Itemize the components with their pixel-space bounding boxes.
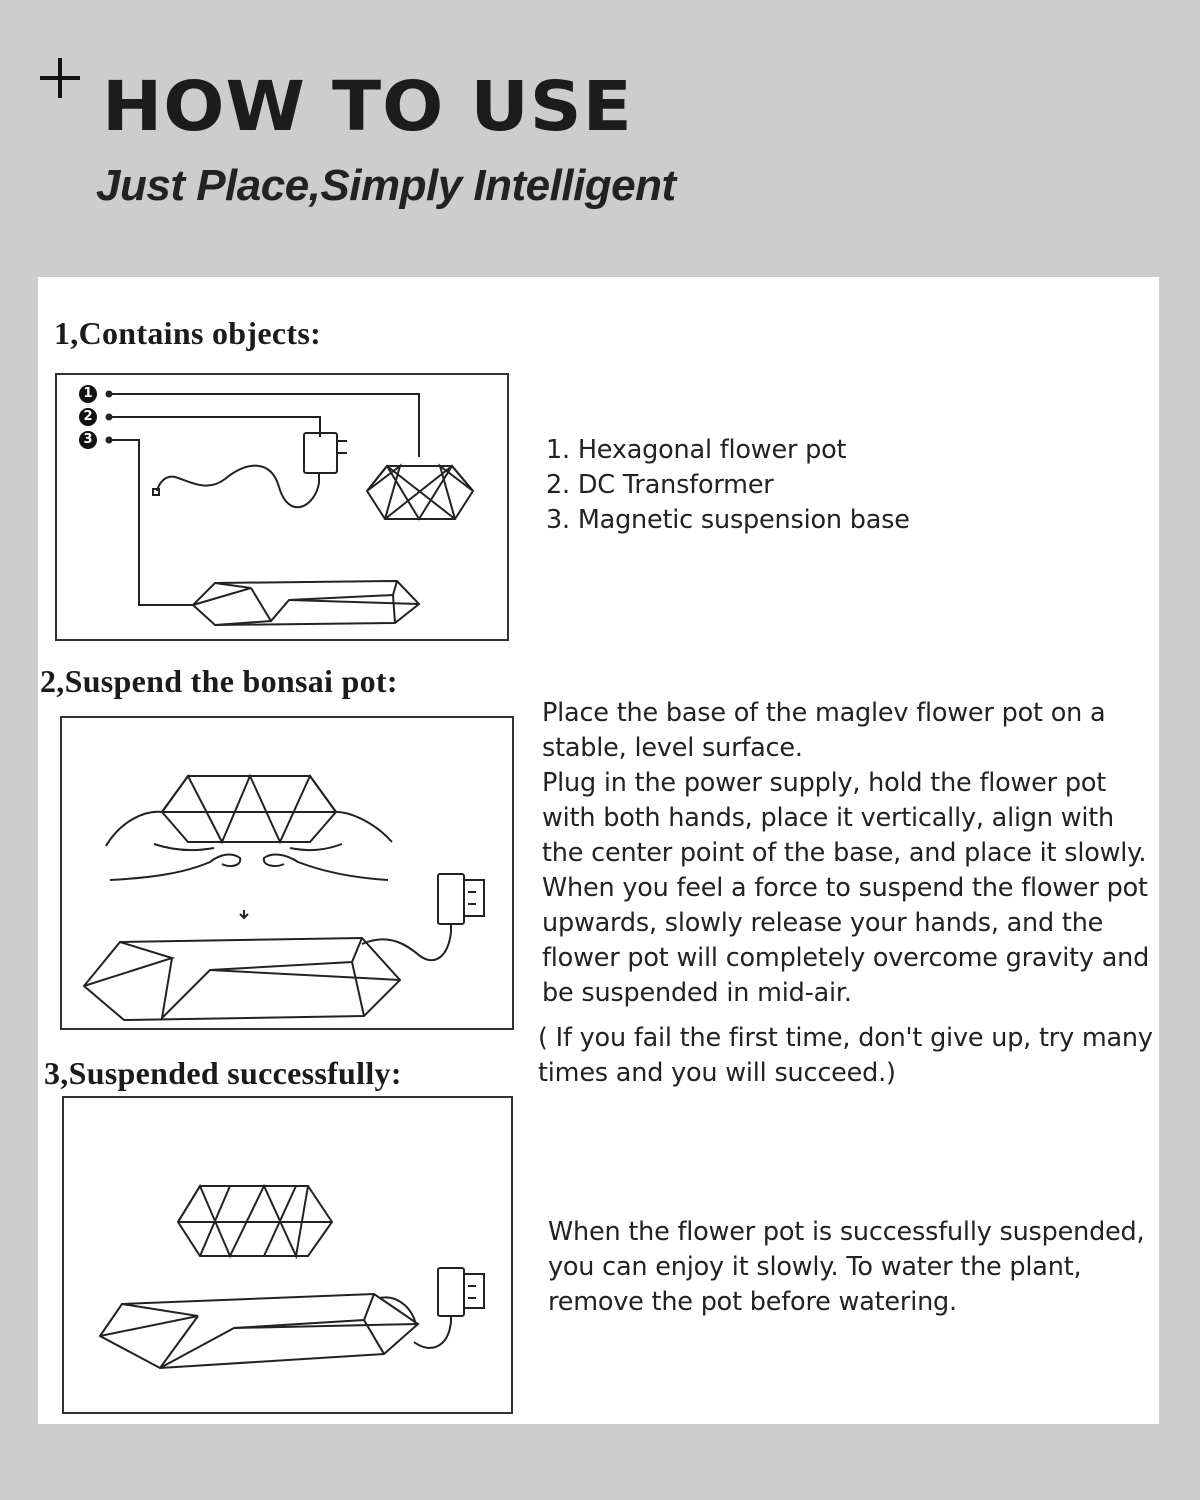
- page-subtitle: Just Place,Simply Intelligent: [96, 161, 676, 210]
- tip-paragraph: ( If you fail the first time, don't give up, try many times and you will succeed.): [538, 1023, 1153, 1088]
- hexagonal-pot-icon: [367, 466, 473, 519]
- instructions-panel: [38, 277, 1159, 1424]
- instruction-paragraph: Place the base of the maglev flower pot on a stable, level surface.: [542, 698, 1106, 763]
- contents-list: [546, 433, 1106, 538]
- contents-diagram: [55, 373, 509, 641]
- content-item: 3. Magnetic suspension base: [546, 505, 910, 535]
- instruction-paragraph: When the flower pot is successfully suspended, you can enjoy it slowly. To water the plant, remove the pot before watering.: [548, 1217, 1145, 1317]
- badge-1: 1: [79, 385, 97, 403]
- suspension-base-icon: [193, 581, 419, 625]
- content-item: 2. DC Transformer: [546, 470, 774, 500]
- content-item: 1. Hexagonal flower pot: [546, 435, 847, 465]
- suspended-diagram: [62, 1096, 513, 1414]
- suspend-diagram: [60, 716, 514, 1030]
- hands-holding-pot-icon: [106, 776, 392, 880]
- down-arrow-icon: [240, 910, 248, 918]
- badge-3: 3: [79, 431, 97, 449]
- suspension-base-icon: [100, 1294, 418, 1368]
- suspension-base-icon: [84, 938, 400, 1020]
- step-3-heading: 3,Suspended successfully:: [44, 1055, 402, 1091]
- floating-pot-icon: [178, 1186, 332, 1256]
- dc-transformer-icon: [153, 433, 347, 507]
- step-1-heading: 1,Contains objects:: [54, 315, 322, 351]
- suspend-instructions: [538, 696, 1157, 1091]
- instruction-paragraph: Plug in the power supply, hold the flower pot with both hands, place it vertically, align with the center point of the base, and place it slowly. When you feel a force to suspend the flower pot upwards, slowly release your hands, and the flower pot will completely overcome gravity and be suspended in mid-air.: [542, 768, 1150, 1008]
- dc-transformer-icon: [362, 874, 484, 960]
- page-title: HOW TO USE: [102, 66, 633, 147]
- badge-2: 2: [79, 408, 97, 426]
- step-2-heading: 2,Suspend the bonsai pot:: [40, 663, 398, 699]
- plus-icon: [38, 56, 82, 100]
- success-instructions: [548, 1215, 1148, 1320]
